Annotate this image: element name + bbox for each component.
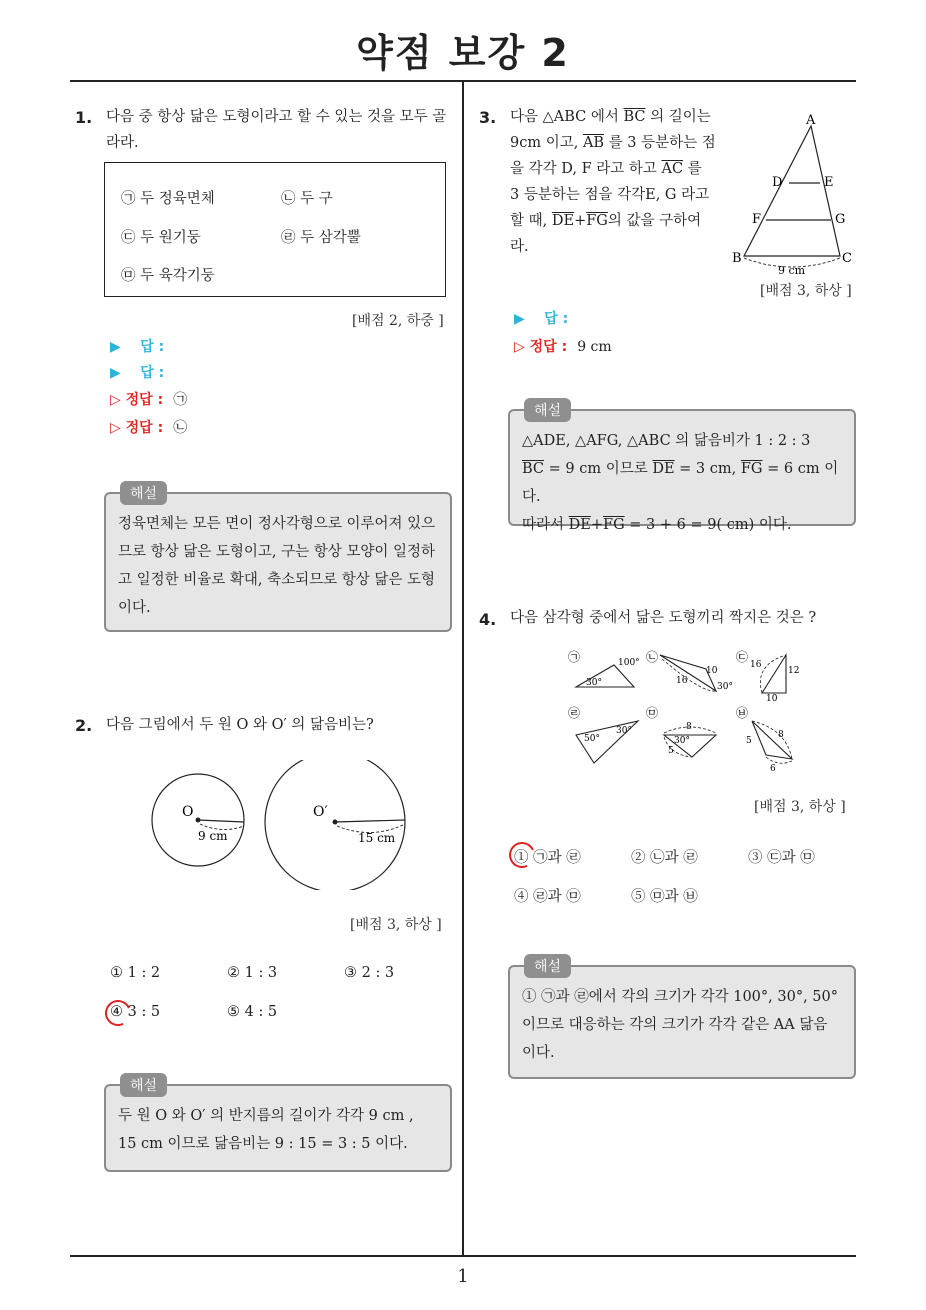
q1-answer-label: 답 :	[140, 365, 165, 381]
q2-choice-3[interactable]: ③ 2 : 3	[344, 965, 395, 981]
q3-solution-box	[508, 403, 856, 533]
len-5-6: 5	[746, 736, 752, 746]
q3-sol-l3b: = 3 + 6 = 9( cm) 이다.	[629, 517, 792, 533]
label-9cm: 9 cm	[778, 264, 806, 277]
q1-option-3: ㉢ 두 원기둥	[121, 230, 201, 246]
q2-choice-4[interactable]: ④ 3 : 5	[110, 1004, 161, 1020]
q3-sol-l2a: = 9 cm 이므로	[548, 461, 648, 477]
len-8-5: 8	[686, 722, 692, 732]
len-10-3: 10	[766, 694, 778, 704]
page-number: 1	[457, 1266, 469, 1287]
label-d: D	[772, 175, 783, 190]
len-8-6: 8	[778, 730, 784, 740]
q4-choice-3[interactable]: ③ ㉢과 ㉤	[748, 850, 815, 866]
q3-correct-label: 정답 :	[529, 339, 568, 355]
q3-solution-text	[522, 427, 844, 539]
q4-solution-tag: 해설	[524, 954, 571, 978]
seg-de: $\overline{DE}$	[568, 517, 591, 533]
q1-option-2: ㉡ 두 구	[281, 191, 333, 207]
q4-solution-box	[508, 959, 856, 1079]
q3-answer	[514, 308, 568, 328]
angle-30-4: 30°	[616, 726, 632, 736]
q3-sol-line-3	[522, 511, 844, 539]
len-6-6: 6	[770, 764, 776, 774]
q1-correct-label: 정답 :	[125, 420, 164, 436]
label-c: C	[842, 251, 852, 266]
fig-label-3: ㉢	[736, 650, 749, 664]
q3-text-l2b: 를 3 등분하는 점	[608, 135, 716, 151]
q3-answer-label: 답 :	[544, 311, 569, 327]
q3-text-l3b: 를	[687, 161, 702, 177]
q1-solution-box	[104, 486, 452, 632]
triangle-3	[762, 655, 786, 693]
fig-label-6: ㉥	[736, 706, 749, 720]
label-r1: 9 cm	[198, 829, 228, 843]
label-o-prime: O′	[313, 804, 328, 820]
seg-bc: $\overline{BC}$	[623, 109, 646, 125]
q3-text-l5a: 할 때,	[510, 213, 548, 229]
q4-choice-2[interactable]: ② ㉡과 ㉣	[631, 850, 698, 866]
q2-text: 다음 그림에서 두 원 O 와 O′ 의 닮음비는?	[106, 717, 374, 733]
fig-label-2: ㉡	[646, 650, 659, 664]
triangle-1	[576, 665, 634, 687]
q4-text: 다음 삼각형 중에서 닮은 도형끼리 짝지은 것은 ?	[510, 610, 817, 626]
q3-number: 3.	[479, 108, 497, 127]
triangle-abc	[744, 126, 840, 256]
q3-text-l2a: 9cm 이고,	[510, 135, 579, 151]
q3-sol-l2c: = 6 cm 이다.	[522, 461, 839, 505]
q2-choice-5[interactable]: ⑤ 4 : 5	[227, 1004, 278, 1020]
q1-correct-2	[110, 417, 187, 437]
q4-sol-line-2: 이므로 대응하는 각의 크기가 각각 같은 AA 닮음	[522, 1017, 828, 1033]
q2-answer-mark	[101, 996, 134, 1029]
q4-choice-4[interactable]: ④ ㉣과 ㉤	[514, 889, 581, 905]
q1-meta: [배점 2, 하중 ]	[352, 313, 444, 329]
q1-number: 1.	[75, 108, 93, 127]
q1-text: 다음 중 항상 닮은 도형이라고 할 수 있는 것을 모두 골라라.	[106, 109, 447, 151]
radius-o	[198, 820, 244, 822]
footer-rule	[70, 1255, 856, 1257]
q4-sol-line-1: ① ㉠과 ㉣에서 각의 크기가 각각 100°, 30°, 50°	[522, 989, 838, 1005]
seg-de: $\overline{DE}$	[551, 213, 575, 229]
q3-text-l5b: 의 값을 구하여	[607, 213, 702, 229]
q2-circles-figure	[150, 760, 410, 890]
label-a: A	[806, 113, 816, 128]
q4-meta: [배점 3, 하상 ]	[754, 799, 846, 815]
q1-solution-text: 정육면체는 모든 면이 정사각형으로 이루어져 있으므로 항상 닮은 도형이고, 구는 항상 모양이 일정하고 일정한 비율로 확대, 축소되므로 항상 닮은 도형이다.	[118, 516, 436, 616]
label-o: O	[182, 804, 194, 820]
label-f: F	[752, 212, 762, 227]
label-g: G	[835, 212, 846, 227]
q3-correct	[514, 336, 612, 356]
circle-o-prime	[265, 760, 405, 890]
q2-meta: [배점 3, 하상 ]	[350, 917, 442, 933]
q1-answer-1	[110, 336, 164, 356]
q1-answer-2	[110, 362, 164, 382]
seg-ab: $\overline{AB}$	[582, 135, 605, 151]
q1-correct-1	[110, 389, 187, 409]
q3-triangle-figure	[728, 110, 858, 280]
fig-label-5: ㉤	[646, 706, 659, 720]
q1-option-4: ㉣ 두 삼각뿔	[281, 230, 361, 246]
play-icon: ▶	[110, 365, 121, 381]
fig-label-4: ㉣	[568, 706, 581, 720]
q1-correct-value-2: ㉡	[173, 420, 188, 436]
len-16-2: 16	[676, 676, 688, 686]
q4-choice-5[interactable]: ⑤ ㉤과 ㉥	[631, 889, 698, 905]
q1-correct-label: 정답 :	[125, 392, 164, 408]
label-b: B	[732, 251, 742, 266]
q4-solution-text	[522, 983, 844, 1067]
q4-choice-1[interactable]: ① ㉠과 ㉣	[514, 850, 581, 866]
q3-solution-tag: 해설	[524, 398, 571, 422]
q2-choice-1[interactable]: ① 1 : 2	[110, 965, 161, 981]
q2-solution-line-1: 두 원 O 와 O′ 의 반지름의 길이가 각각 9 cm ,	[118, 1108, 414, 1124]
angle-30-5: 30°	[674, 736, 690, 746]
plus-sign: +	[574, 213, 587, 229]
q3-sol-l3a: 따라서	[522, 517, 565, 533]
triangle-right-icon: ▷	[110, 420, 121, 436]
page-title: 약점 보강 2	[356, 31, 570, 75]
len-16-3: 16	[750, 660, 762, 670]
q1-correct-value-1: ㉠	[173, 392, 188, 408]
triangle-right-icon: ▷	[514, 339, 525, 355]
q3-text-l1b: 의 길이는	[650, 109, 711, 125]
q3-sol-l2b: = 3 cm,	[679, 461, 737, 477]
q3-correct-value: 9 cm	[577, 339, 612, 355]
seg-bc: $\overline{BC}$	[522, 461, 545, 477]
q2-solution-box	[104, 1078, 452, 1172]
plus-sign: +	[590, 517, 604, 533]
q2-solution-tag: 해설	[120, 1073, 167, 1097]
q3-text-l4: 3 등분하는 점을 각각E, G 라고	[510, 187, 710, 203]
len-10-2: 10	[706, 666, 718, 676]
q1-answer-label: 답 :	[140, 339, 165, 355]
q4-number: 4.	[479, 610, 497, 629]
q3-text-l3a: 을 각각 D, F 라고 하고	[510, 161, 657, 177]
column-divider	[462, 82, 464, 1256]
q3-text	[510, 104, 725, 260]
triangle-right-icon: ▷	[110, 392, 121, 408]
q3-meta: [배점 3, 하상 ]	[760, 283, 852, 299]
q2-solution-line-2: 15 cm 이므로 닮음비는 9 : 15 = 3 : 5 이다.	[118, 1136, 408, 1152]
q3-sol-line-2	[522, 455, 844, 511]
q4-triangles-figure	[566, 645, 826, 775]
q3-text-l1: 다음 △ABC 에서	[510, 109, 619, 125]
label-e: E	[824, 175, 834, 190]
angle-100-1: 100°	[618, 658, 640, 668]
q2-choice-2[interactable]: ② 1 : 3	[227, 965, 278, 981]
play-icon: ▶	[110, 339, 121, 355]
len-12-3: 12	[788, 666, 800, 676]
q4-sol-line-3: 이다.	[522, 1045, 555, 1061]
seg-fg: $\overline{FG}$	[586, 213, 608, 229]
q1-options-box	[104, 162, 446, 297]
q1-option-1: ㉠ 두 정육면체	[121, 191, 215, 207]
play-icon: ▶	[514, 311, 525, 327]
q3-sol-line-1: △ADE, △AFG, △ABC 의 닮음비가 1 : 2 : 3	[522, 433, 811, 449]
q1-solution-tag: 해설	[120, 481, 167, 505]
triangle-6	[752, 721, 792, 759]
angle-50-4: 50°	[584, 734, 600, 744]
q2-solution-text	[118, 1102, 440, 1158]
seg-fg: $\overline{FG}$	[740, 461, 763, 477]
radius-o-prime	[335, 820, 405, 822]
len-5-5: 5	[668, 746, 674, 756]
q3-text-l6: 라.	[510, 239, 529, 255]
angle-30-2: 30°	[717, 682, 733, 692]
q2-number: 2.	[75, 716, 93, 735]
angle-30-1: 30°	[586, 678, 602, 688]
fig-label-1: ㉠	[568, 650, 581, 664]
seg-de: $\overline{DE}$	[652, 461, 675, 477]
q1-option-5: ㉤ 두 육각기둥	[121, 268, 215, 284]
label-r2: 15 cm	[358, 831, 396, 845]
seg-ac: $\overline{AC}$	[661, 161, 684, 177]
seg-fg: $\overline{FG}$	[603, 517, 625, 533]
